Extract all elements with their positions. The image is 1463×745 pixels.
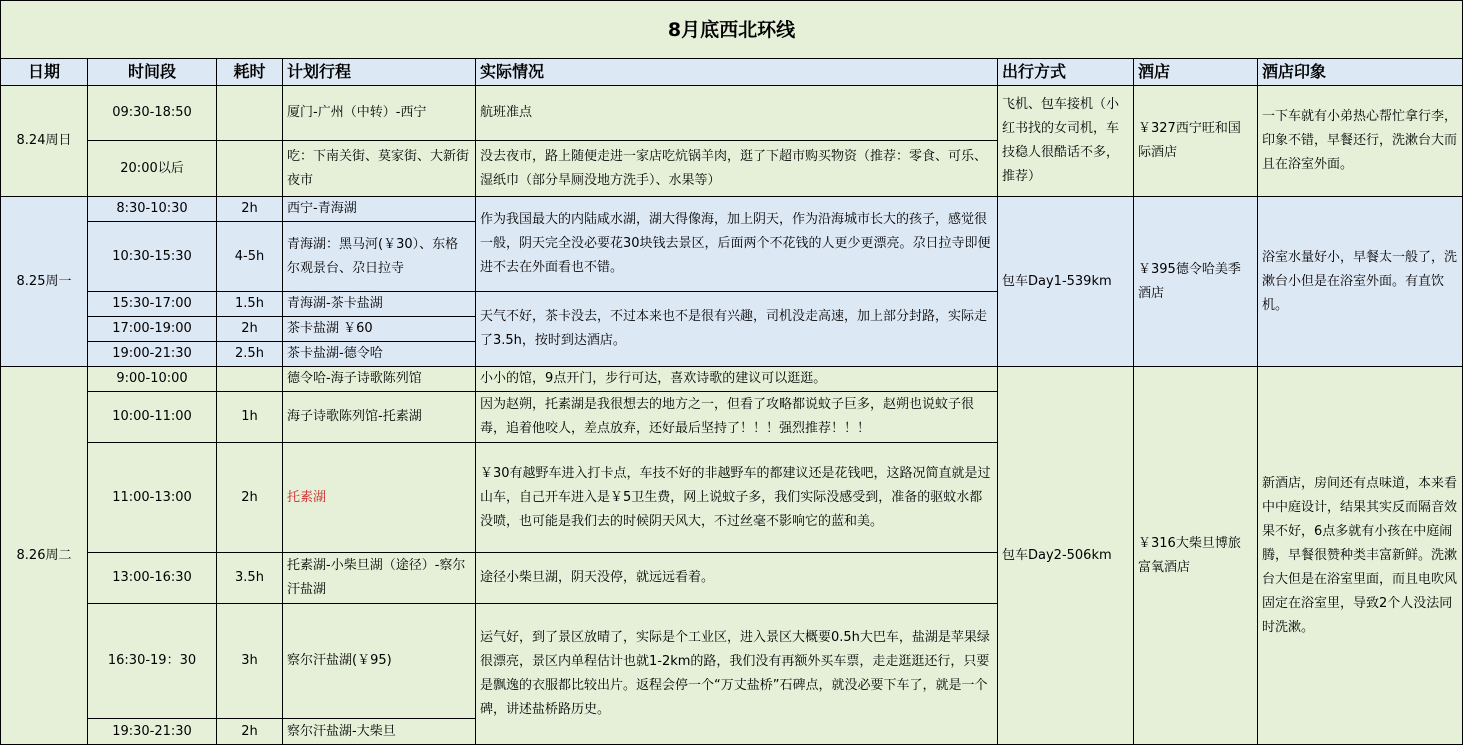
cell-date[interactable]: 8.24周日 <box>0 86 88 197</box>
cell-plan[interactable]: 青海湖-茶卡盐湖 <box>283 292 476 317</box>
cell-actual[interactable]: 航班准点 <box>476 86 998 141</box>
cell-plan[interactable]: 西宁-青海湖 <box>283 197 476 222</box>
cell-hotel[interactable]: ￥316大柴旦博旅富氧酒店 <box>1134 367 1258 745</box>
cell-impression[interactable]: 浴室水量好小，早餐太一般了，洗漱台小但是在浴室外面。有直饮机。 <box>1258 197 1463 367</box>
cell-hotel[interactable]: ￥327西宁旺和国际酒店 <box>1134 86 1258 197</box>
cell-duration[interactable]: 3.5h <box>217 553 283 604</box>
cell-time[interactable]: 15:30-17:00 <box>88 292 217 317</box>
header-actual[interactable]: 实际情况 <box>476 59 998 86</box>
cell-actual[interactable]: 因为赵朔，托素湖是我很想去的地方之一，但看了攻略都说蚊子巨多，赵朔也说蚊子很毒，追着他咬人，差点放弃，还好最后坚持了！！！强烈推荐！！！ <box>476 392 998 443</box>
cell-time[interactable]: 19:00-21:30 <box>88 342 217 367</box>
cell-actual[interactable]: 小小的馆，9点开门，步行可达，喜欢诗歌的建议可以逛逛。 <box>476 367 998 392</box>
cell-duration[interactable]: 2h <box>217 443 283 553</box>
cell-actual[interactable]: 没去夜市，路上随便走进一家店吃炕锅羊肉，逛了下超市购买物资（推荐：零食、可乐、湿纸巾（部分旱厕没地方洗手）、水果等） <box>476 141 998 197</box>
cell-transport[interactable]: 包车Day1-539km <box>998 197 1134 367</box>
header-hotel[interactable]: 酒店 <box>1134 59 1258 86</box>
cell-duration[interactable]: 1h <box>217 392 283 443</box>
cell-time[interactable]: 09:30-18:50 <box>88 86 217 141</box>
cell-actual[interactable]: 作为我国最大的内陆咸水湖，湖大得像海，加上阴天，作为沿海城市长大的孩子，感觉很一般，阴天完全没必要花30块钱去景区，后面两个不花钱的人更少更漂亮。尕日拉寺即便进不去在外面看也不错。 <box>476 197 998 292</box>
cell-duration[interactable] <box>217 367 283 392</box>
cell-duration[interactable]: 2h <box>217 719 283 745</box>
cell-time[interactable]: 20:00以后 <box>88 141 217 197</box>
cell-impression[interactable]: 一下车就有小弟热心帮忙拿行李，印象不错，早餐还行，洗漱台大而且在浴室外面。 <box>1258 86 1463 197</box>
cell-time[interactable]: 13:00-16:30 <box>88 553 217 604</box>
cell-actual[interactable]: 天气不好，茶卡没去，不过本来也不是很有兴趣，司机没走高速，加上部分封路，实际走了3.5h，按时到达酒店。 <box>476 292 998 367</box>
cell-time[interactable]: 10:30-15:30 <box>88 222 217 292</box>
cell-plan[interactable]: 茶卡盐湖-德令哈 <box>283 342 476 367</box>
header-transport[interactable]: 出行方式 <box>998 59 1134 86</box>
cell-plan[interactable]: 德令哈-海子诗歌陈列馆 <box>283 367 476 392</box>
cell-plan[interactable]: 托素湖-小柴旦湖（途径）-察尔汗盐湖 <box>283 553 476 604</box>
sheet-title[interactable]: 8月底西北环线 <box>0 0 1463 59</box>
cell-actual[interactable]: 途径小柴旦湖，阴天没停，就远远看着。 <box>476 553 998 604</box>
cell-time[interactable]: 9:00-10:00 <box>88 367 217 392</box>
cell-duration[interactable] <box>217 141 283 197</box>
cell-duration[interactable]: 4-5h <box>217 222 283 292</box>
cell-time[interactable]: 16:30-19：30 <box>88 604 217 719</box>
cell-actual[interactable]: 运气好，到了景区放晴了，实际是个工业区，进入景区大概要0.5h大巴车，盐湖是苹果绿很漂亮，景区内单程估计也就1-2km的路，我们没有再额外买车票，走走逛逛还行，只要是飘逸的衣服都比较出片。返程会停一个“万丈盐桥”石碑点，就没必要下车了，就是一个碑，讲述盐桥路历史。 <box>476 604 998 745</box>
header-impression[interactable]: 酒店印象 <box>1258 59 1463 86</box>
cell-time[interactable]: 10:00-11:00 <box>88 392 217 443</box>
cell-hotel[interactable]: ￥395德令哈美季酒店 <box>1134 197 1258 367</box>
cell-plan[interactable]: 厦门-广州（中转）-西宁 <box>283 86 476 141</box>
header-time[interactable]: 时间段 <box>88 59 217 86</box>
cell-time[interactable]: 17:00-19:00 <box>88 317 217 342</box>
cell-plan[interactable]: 察尔汗盐湖(￥95) <box>283 604 476 719</box>
cell-plan[interactable]: 吃：下南关街、莫家街、大新街夜市 <box>283 141 476 197</box>
cell-plan-highlighted[interactable]: 托素湖 <box>283 443 476 553</box>
cell-date[interactable]: 8.25周一 <box>0 197 88 367</box>
cell-duration[interactable]: 2h <box>217 317 283 342</box>
cell-duration[interactable] <box>217 86 283 141</box>
cell-plan[interactable]: 海子诗歌陈列馆-托素湖 <box>283 392 476 443</box>
cell-plan[interactable]: 茶卡盐湖 ￥60 <box>283 317 476 342</box>
cell-transport[interactable]: 飞机、包车接机（小红书找的女司机，车技稳人很酷话不多，推荐） <box>998 86 1134 197</box>
cell-duration[interactable]: 2h <box>217 197 283 222</box>
cell-time[interactable]: 19:30-21:30 <box>88 719 217 745</box>
cell-time[interactable]: 8:30-10:30 <box>88 197 217 222</box>
header-duration[interactable]: 耗时 <box>217 59 283 86</box>
cell-plan[interactable]: 察尔汗盐湖-大柴旦 <box>283 719 476 745</box>
cell-duration[interactable]: 2.5h <box>217 342 283 367</box>
cell-duration[interactable]: 1.5h <box>217 292 283 317</box>
cell-transport[interactable]: 包车Day2-506km <box>998 367 1134 745</box>
cell-duration[interactable]: 3h <box>217 604 283 719</box>
cell-time[interactable]: 11:00-13:00 <box>88 443 217 553</box>
cell-plan[interactable]: 青海湖：黑马河(￥30）、东格尔观景台、尕日拉寺 <box>283 222 476 292</box>
cell-date[interactable]: 8.26周二 <box>0 367 88 745</box>
header-plan[interactable]: 计划行程 <box>283 59 476 86</box>
cell-actual[interactable]: ￥30有越野车进入打卡点，车技不好的非越野车的都建议还是花钱吧，这路况简直就是过山车，自己开车进入是￥5卫生费，网上说蚊子多，我们实际没感受到，准备的驱蚊水都没喷，也可能是我们去的时候阴天风大，不过丝毫不影响它的蓝和美。 <box>476 443 998 553</box>
cell-impression[interactable]: 新酒店，房间还有点味道，本来看中中庭设计，结果其实反而隔音效果不好，6点多就有小孩在中庭闹腾，早餐很赞种类丰富新鲜。洗漱台大但是在浴室里面，而且电吹风固定在浴室里，导致2个人没法同时洗漱。 <box>1258 367 1463 745</box>
header-date[interactable]: 日期 <box>0 59 88 86</box>
